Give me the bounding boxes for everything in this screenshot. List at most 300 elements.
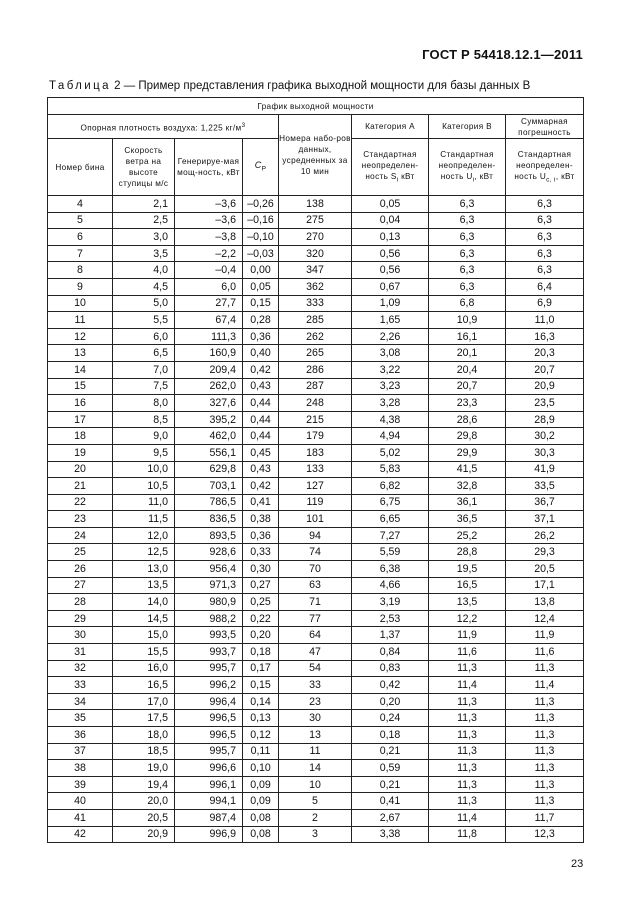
power-cell: –3,8 [175, 229, 243, 246]
uncertainty-c-cell: 17,1 [506, 577, 584, 594]
cp-cell: 0,33 [243, 544, 279, 561]
uncertainty-b-cell: 32,8 [429, 478, 506, 495]
power-cell: 786,5 [175, 494, 243, 511]
wind-speed-cell: 19,4 [113, 776, 175, 793]
bin-cell: 12 [48, 328, 113, 345]
cp-cell: 0,44 [243, 395, 279, 412]
uncertainty-a-cell: 3,08 [352, 345, 429, 362]
table-row [48, 444, 584, 461]
uncertainty-a-label: Стандартная неопределен-ность S [361, 149, 419, 181]
uncertainty-c-cell: 11,3 [506, 776, 584, 793]
uncertainty-a-cell: 0,41 [352, 793, 429, 810]
cp-cell: 0,15 [243, 677, 279, 694]
count-cell: 133 [279, 461, 352, 478]
cp-cell: 0,05 [243, 278, 279, 295]
uncertainty-b-cell: 41,5 [429, 461, 506, 478]
uncertainty-a-cell: 5,59 [352, 544, 429, 561]
power-cell: 67,4 [175, 312, 243, 329]
uncertainty-c-cell: 28,9 [506, 411, 584, 428]
uncertainty-c-cell: 11,4 [506, 677, 584, 694]
uncertainty-a-cell: 0,18 [352, 727, 429, 744]
table-row [48, 428, 584, 445]
uncertainty-b-cell: 6,8 [429, 295, 506, 312]
wind-speed-cell: 2,1 [113, 196, 175, 213]
uncertainty-a-cell: 0,04 [352, 212, 429, 229]
count-cell: 362 [279, 278, 352, 295]
wind-speed-cell: 20,9 [113, 826, 175, 843]
cp-cell: 0,08 [243, 826, 279, 843]
wind-speed-cell: 19,0 [113, 760, 175, 777]
uncertainty-c-cell: 30,2 [506, 428, 584, 445]
uncertainty-c-cell: 11,3 [506, 710, 584, 727]
cp-cell: –0,16 [243, 212, 279, 229]
uncertainty-b-unit: , кВт [474, 171, 494, 181]
uncertainty-a-cell: 1,09 [352, 295, 429, 312]
bin-cell: 36 [48, 727, 113, 744]
uncertainty-c-cell: 6,4 [506, 278, 584, 295]
wind-speed-cell: 10,0 [113, 461, 175, 478]
uncertainty-b-cell: 11,3 [429, 776, 506, 793]
uncertainty-a-cell: 0,13 [352, 229, 429, 246]
cp-cell: 0,27 [243, 577, 279, 594]
uncertainty-b-cell: 11,3 [429, 693, 506, 710]
wind-speed-cell: 17,0 [113, 693, 175, 710]
bin-cell: 32 [48, 660, 113, 677]
bin-cell: 11 [48, 312, 113, 329]
cp-cell: 0,40 [243, 345, 279, 362]
uncertainty-a-cell: 0,67 [352, 278, 429, 295]
uncertainty-b-cell: 6,3 [429, 229, 506, 246]
wind-speed-cell: 4,0 [113, 262, 175, 279]
bin-cell: 27 [48, 577, 113, 594]
table-row [48, 644, 584, 661]
uncertainty-c-cell: 36,7 [506, 494, 584, 511]
power-cell: 556,1 [175, 444, 243, 461]
uncertainty-a-cell: 0,59 [352, 760, 429, 777]
uncertainty-c-cell: 20,3 [506, 345, 584, 362]
uncertainty-c-cell: 29,3 [506, 544, 584, 561]
cp-cell: 0,44 [243, 428, 279, 445]
uncertainty-b-cell: 20,1 [429, 345, 506, 362]
count-cell: 270 [279, 229, 352, 246]
air-density-exponent: 3 [241, 121, 246, 129]
count-cell: 11 [279, 743, 352, 760]
uncertainty-a-unit: кВт [398, 171, 415, 181]
uncertainty-b-cell: 25,2 [429, 527, 506, 544]
table-row [48, 345, 584, 362]
count-cell: 13 [279, 727, 352, 744]
bin-cell: 20 [48, 461, 113, 478]
bin-cell: 15 [48, 378, 113, 395]
power-header: Генерируе-мая мощ-ность, кВт [175, 139, 243, 196]
uncertainty-a-cell: 0,84 [352, 644, 429, 661]
cp-cell: 0,18 [243, 644, 279, 661]
power-cell: 893,5 [175, 527, 243, 544]
bin-cell: 19 [48, 444, 113, 461]
wind-speed-cell: 3,5 [113, 245, 175, 262]
uncertainty-c-cell: 11,9 [506, 627, 584, 644]
table-row [48, 245, 584, 262]
bin-cell: 30 [48, 627, 113, 644]
bin-cell: 41 [48, 809, 113, 826]
count-cell: 320 [279, 245, 352, 262]
uncertainty-a-cell: 5,02 [352, 444, 429, 461]
wind-speed-cell: 14,5 [113, 610, 175, 627]
uncertainty-b-cell: 23,3 [429, 395, 506, 412]
power-cell: –3,6 [175, 196, 243, 213]
bin-cell: 23 [48, 511, 113, 528]
uncertainty-c-cell: 11,3 [506, 727, 584, 744]
bin-cell: 28 [48, 594, 113, 611]
cp-cell: 0,22 [243, 610, 279, 627]
uncertainty-a-cell: 4,66 [352, 577, 429, 594]
bin-cell: 22 [48, 494, 113, 511]
uncertainty-c-cell: 11,6 [506, 644, 584, 661]
uncertainty-a-cell: 6,75 [352, 494, 429, 511]
uncertainty-c-cell: 12,3 [506, 826, 584, 843]
count-cell: 30 [279, 710, 352, 727]
table-row [48, 809, 584, 826]
cp-cell: 0,43 [243, 461, 279, 478]
bin-cell: 42 [48, 826, 113, 843]
uncertainty-b-cell: 36,5 [429, 511, 506, 528]
power-cell: 111,3 [175, 328, 243, 345]
power-cell: 956,4 [175, 561, 243, 578]
bin-cell: 9 [48, 278, 113, 295]
power-cell: 6,0 [175, 278, 243, 295]
bin-cell: 4 [48, 196, 113, 213]
caption-text: — Пример представления графика выходной мощности для базы данных B [120, 80, 531, 92]
bin-cell: 10 [48, 295, 113, 312]
caption-number: 2 [114, 80, 121, 92]
uncertainty-b-cell: 36,1 [429, 494, 506, 511]
wind-speed-cell: 4,5 [113, 278, 175, 295]
wind-speed-cell: 15,5 [113, 644, 175, 661]
uncertainty-b-sub: i [472, 176, 475, 184]
uncertainty-b-cell: 11,8 [429, 826, 506, 843]
count-cell: 70 [279, 561, 352, 578]
cp-cell: 0,28 [243, 312, 279, 329]
table-body [48, 196, 584, 843]
wind-speed-cell: 6,5 [113, 345, 175, 362]
table-row [48, 494, 584, 511]
count-cell: 54 [279, 660, 352, 677]
count-cell: 127 [279, 478, 352, 495]
power-cell: 996,5 [175, 710, 243, 727]
wind-speed-cell: 13,5 [113, 577, 175, 594]
wind-speed-header: Скорость ветра на высоте ступицы м/с [113, 139, 175, 196]
wind-speed-cell: 9,5 [113, 444, 175, 461]
count-cell: 285 [279, 312, 352, 329]
uncertainty-a-cell: 0,83 [352, 660, 429, 677]
uncertainty-a-cell: 3,38 [352, 826, 429, 843]
uncertainty-c-cell: 6,3 [506, 245, 584, 262]
uncertainty-c-sub: c, i [546, 176, 556, 184]
uncertainty-b-cell: 11,3 [429, 760, 506, 777]
table-row [48, 727, 584, 744]
uncertainty-a-cell: 6,65 [352, 511, 429, 528]
uncertainty-c-cell: 33,5 [506, 478, 584, 495]
table-title: График выходной мощности [48, 98, 584, 115]
uncertainty-b-cell: 11,3 [429, 727, 506, 744]
table-row [48, 776, 584, 793]
table-row [48, 361, 584, 378]
uncertainty-a-cell: 4,94 [352, 428, 429, 445]
table-row [48, 760, 584, 777]
uncertainty-c-cell: 37,1 [506, 511, 584, 528]
uncertainty-c-cell: 13,8 [506, 594, 584, 611]
wind-speed-cell: 17,5 [113, 710, 175, 727]
uncertainty-b-cell: 6,3 [429, 212, 506, 229]
table-row [48, 793, 584, 810]
count-cell: 77 [279, 610, 352, 627]
power-cell: 27,7 [175, 295, 243, 312]
table-row [48, 478, 584, 495]
wind-speed-cell: 8,5 [113, 411, 175, 428]
uncertainty-b-cell: 11,3 [429, 660, 506, 677]
bin-cell: 31 [48, 644, 113, 661]
total-uncertainty-header: Суммарная погрешность [506, 115, 584, 139]
power-cell: –0,4 [175, 262, 243, 279]
bin-cell: 24 [48, 527, 113, 544]
wind-speed-cell: 11,0 [113, 494, 175, 511]
uncertainty-b-cell: 13,5 [429, 594, 506, 611]
table-row [48, 411, 584, 428]
uncertainty-a-cell: 3,19 [352, 594, 429, 611]
count-cell: 74 [279, 544, 352, 561]
power-cell: 971,3 [175, 577, 243, 594]
table-row [48, 577, 584, 594]
wind-speed-cell: 20,5 [113, 809, 175, 826]
table-row [48, 229, 584, 246]
bin-cell: 8 [48, 262, 113, 279]
table-row [48, 693, 584, 710]
uncertainty-a-cell: 2,67 [352, 809, 429, 826]
uncertainty-a-cell: 6,82 [352, 478, 429, 495]
wind-speed-cell: 3,0 [113, 229, 175, 246]
uncertainty-b-cell: 6,3 [429, 245, 506, 262]
count-cell: 179 [279, 428, 352, 445]
table-row [48, 461, 584, 478]
uncertainty-b-cell: 16,1 [429, 328, 506, 345]
power-cell: 988,2 [175, 610, 243, 627]
table-row [48, 594, 584, 611]
uncertainty-a-cell: 7,27 [352, 527, 429, 544]
uncertainty-a-cell: 0,42 [352, 677, 429, 694]
uncertainty-b-cell: 11,4 [429, 677, 506, 694]
wind-speed-cell: 16,5 [113, 677, 175, 694]
wind-speed-cell: 7,5 [113, 378, 175, 395]
count-cell: 14 [279, 760, 352, 777]
table-row [48, 378, 584, 395]
uncertainty-b-cell: 6,3 [429, 278, 506, 295]
cp-cell: 0,09 [243, 776, 279, 793]
wind-speed-cell: 6,0 [113, 328, 175, 345]
uncertainty-b-cell: 29,9 [429, 444, 506, 461]
wind-speed-cell: 12,0 [113, 527, 175, 544]
uncertainty-a-cell: 0,56 [352, 245, 429, 262]
count-cell: 101 [279, 511, 352, 528]
count-cell: 119 [279, 494, 352, 511]
power-cell: 993,5 [175, 627, 243, 644]
power-cell: 629,8 [175, 461, 243, 478]
bin-cell: 35 [48, 710, 113, 727]
power-cell: 996,6 [175, 760, 243, 777]
uncertainty-a-cell: 0,24 [352, 710, 429, 727]
table-row [48, 544, 584, 561]
count-cell: 287 [279, 378, 352, 395]
wind-speed-cell: 18,5 [113, 743, 175, 760]
wind-speed-cell: 11,5 [113, 511, 175, 528]
wind-speed-cell: 2,5 [113, 212, 175, 229]
table-row [48, 527, 584, 544]
table-row [48, 196, 584, 213]
uncertainty-c-cell: 30,3 [506, 444, 584, 461]
count-cell: 94 [279, 527, 352, 544]
uncertainty-c-cell: 20,5 [506, 561, 584, 578]
uncertainty-c-cell: 11,7 [506, 809, 584, 826]
uncertainty-a-cell: 6,38 [352, 561, 429, 578]
wind-speed-cell: 12,5 [113, 544, 175, 561]
uncertainty-a-cell: 0,05 [352, 196, 429, 213]
bin-cell: 5 [48, 212, 113, 229]
table-row [48, 212, 584, 229]
uncertainty-b-cell: 11,9 [429, 627, 506, 644]
uncertainty-c-cell: 11,3 [506, 693, 584, 710]
wind-speed-cell: 14,0 [113, 594, 175, 611]
power-cell: 928,6 [175, 544, 243, 561]
uncertainty-a-cell: 2,26 [352, 328, 429, 345]
bin-cell: 17 [48, 411, 113, 428]
bin-cell: 34 [48, 693, 113, 710]
uncertainty-c-cell: 26,2 [506, 527, 584, 544]
uncertainty-a-header [352, 139, 429, 196]
cp-header [243, 139, 279, 196]
wind-speed-cell: 7,0 [113, 361, 175, 378]
wind-speed-cell: 18,0 [113, 727, 175, 744]
uncertainty-b-cell: 16,5 [429, 577, 506, 594]
count-cell: 215 [279, 411, 352, 428]
cp-cell: 0,12 [243, 727, 279, 744]
table-row [48, 511, 584, 528]
uncertainty-b-cell: 11,4 [429, 809, 506, 826]
uncertainty-c-cell: 11,3 [506, 793, 584, 810]
uncertainty-b-cell: 12,2 [429, 610, 506, 627]
count-cell: 2 [279, 809, 352, 826]
uncertainty-c-cell: 20,9 [506, 378, 584, 395]
uncertainty-b-cell: 20,7 [429, 378, 506, 395]
power-cell: –3,6 [175, 212, 243, 229]
count-cell: 138 [279, 196, 352, 213]
uncertainty-c-cell: 6,3 [506, 262, 584, 279]
cp-symbol: C [254, 159, 262, 170]
count-cell: 64 [279, 627, 352, 644]
uncertainty-a-cell: 0,56 [352, 262, 429, 279]
cp-cell: 0,42 [243, 478, 279, 495]
uncertainty-a-cell: 4,38 [352, 411, 429, 428]
cp-cell: 0,36 [243, 328, 279, 345]
bin-cell: 21 [48, 478, 113, 495]
uncertainty-a-cell: 3,22 [352, 361, 429, 378]
power-cell: 996,4 [175, 693, 243, 710]
cp-cell: 0,41 [243, 494, 279, 511]
bin-cell: 14 [48, 361, 113, 378]
cp-cell: 0,30 [243, 561, 279, 578]
cp-cell: 0,25 [243, 594, 279, 611]
cp-cell: 0,09 [243, 793, 279, 810]
page-number: 23 [571, 858, 584, 870]
uncertainty-b-cell: 19,5 [429, 561, 506, 578]
count-cell: 10 [279, 776, 352, 793]
power-cell: 994,1 [175, 793, 243, 810]
count-cell: 33 [279, 677, 352, 694]
uncertainty-c-unit: , кВт [555, 171, 575, 181]
uncertainty-b-cell: 11,3 [429, 793, 506, 810]
table-row [48, 610, 584, 627]
power-cell: 980,9 [175, 594, 243, 611]
uncertainty-a-cell: 0,21 [352, 776, 429, 793]
uncertainty-c-cell: 16,3 [506, 328, 584, 345]
bin-cell: 33 [48, 677, 113, 694]
air-density-label: Опорная плотность воздуха: 1,225 кг/м [80, 123, 242, 133]
table-row [48, 677, 584, 694]
wind-speed-cell: 8,0 [113, 395, 175, 412]
uncertainty-a-cell: 0,21 [352, 743, 429, 760]
standard-header: ГОСТ Р 54418.12.1—2011 [422, 47, 583, 62]
wind-speed-cell: 20,0 [113, 793, 175, 810]
uncertainty-b-cell: 29,8 [429, 428, 506, 445]
bin-cell: 16 [48, 395, 113, 412]
category-b-header: Категория B [429, 115, 506, 139]
bin-cell: 40 [48, 793, 113, 810]
table-row [48, 278, 584, 295]
uncertainty-c-cell: 20,7 [506, 361, 584, 378]
cp-cell: 0,13 [243, 710, 279, 727]
wind-speed-cell: 9,0 [113, 428, 175, 445]
bin-cell: 39 [48, 776, 113, 793]
cp-cell: –0,10 [243, 229, 279, 246]
uncertainty-b-header [429, 139, 506, 196]
uncertainty-c-cell: 11,0 [506, 312, 584, 329]
wind-speed-cell: 15,0 [113, 627, 175, 644]
uncertainty-b-cell: 6,3 [429, 262, 506, 279]
table-caption [49, 80, 530, 92]
count-cell: 23 [279, 693, 352, 710]
cp-cell: 0,15 [243, 295, 279, 312]
uncertainty-c-cell: 6,9 [506, 295, 584, 312]
wind-speed-cell: 10,5 [113, 478, 175, 495]
count-header: Номера набо-ров данных, усредненных за 10 мин [279, 115, 352, 196]
count-cell: 47 [279, 644, 352, 661]
cp-cell: 0,36 [243, 527, 279, 544]
power-cell: 209,4 [175, 361, 243, 378]
uncertainty-c-cell: 11,3 [506, 660, 584, 677]
count-cell: 248 [279, 395, 352, 412]
count-cell: 5 [279, 793, 352, 810]
wind-speed-cell: 13,0 [113, 561, 175, 578]
count-cell: 333 [279, 295, 352, 312]
count-cell: 71 [279, 594, 352, 611]
cp-cell: 0,44 [243, 411, 279, 428]
table-row [48, 710, 584, 727]
uncertainty-a-cell: 0,20 [352, 693, 429, 710]
air-density-header [48, 115, 279, 139]
uncertainty-b-cell: 28,6 [429, 411, 506, 428]
uncertainty-b-cell: 10,9 [429, 312, 506, 329]
power-cell: 395,2 [175, 411, 243, 428]
power-cell: 993,7 [175, 644, 243, 661]
bin-cell: 37 [48, 743, 113, 760]
